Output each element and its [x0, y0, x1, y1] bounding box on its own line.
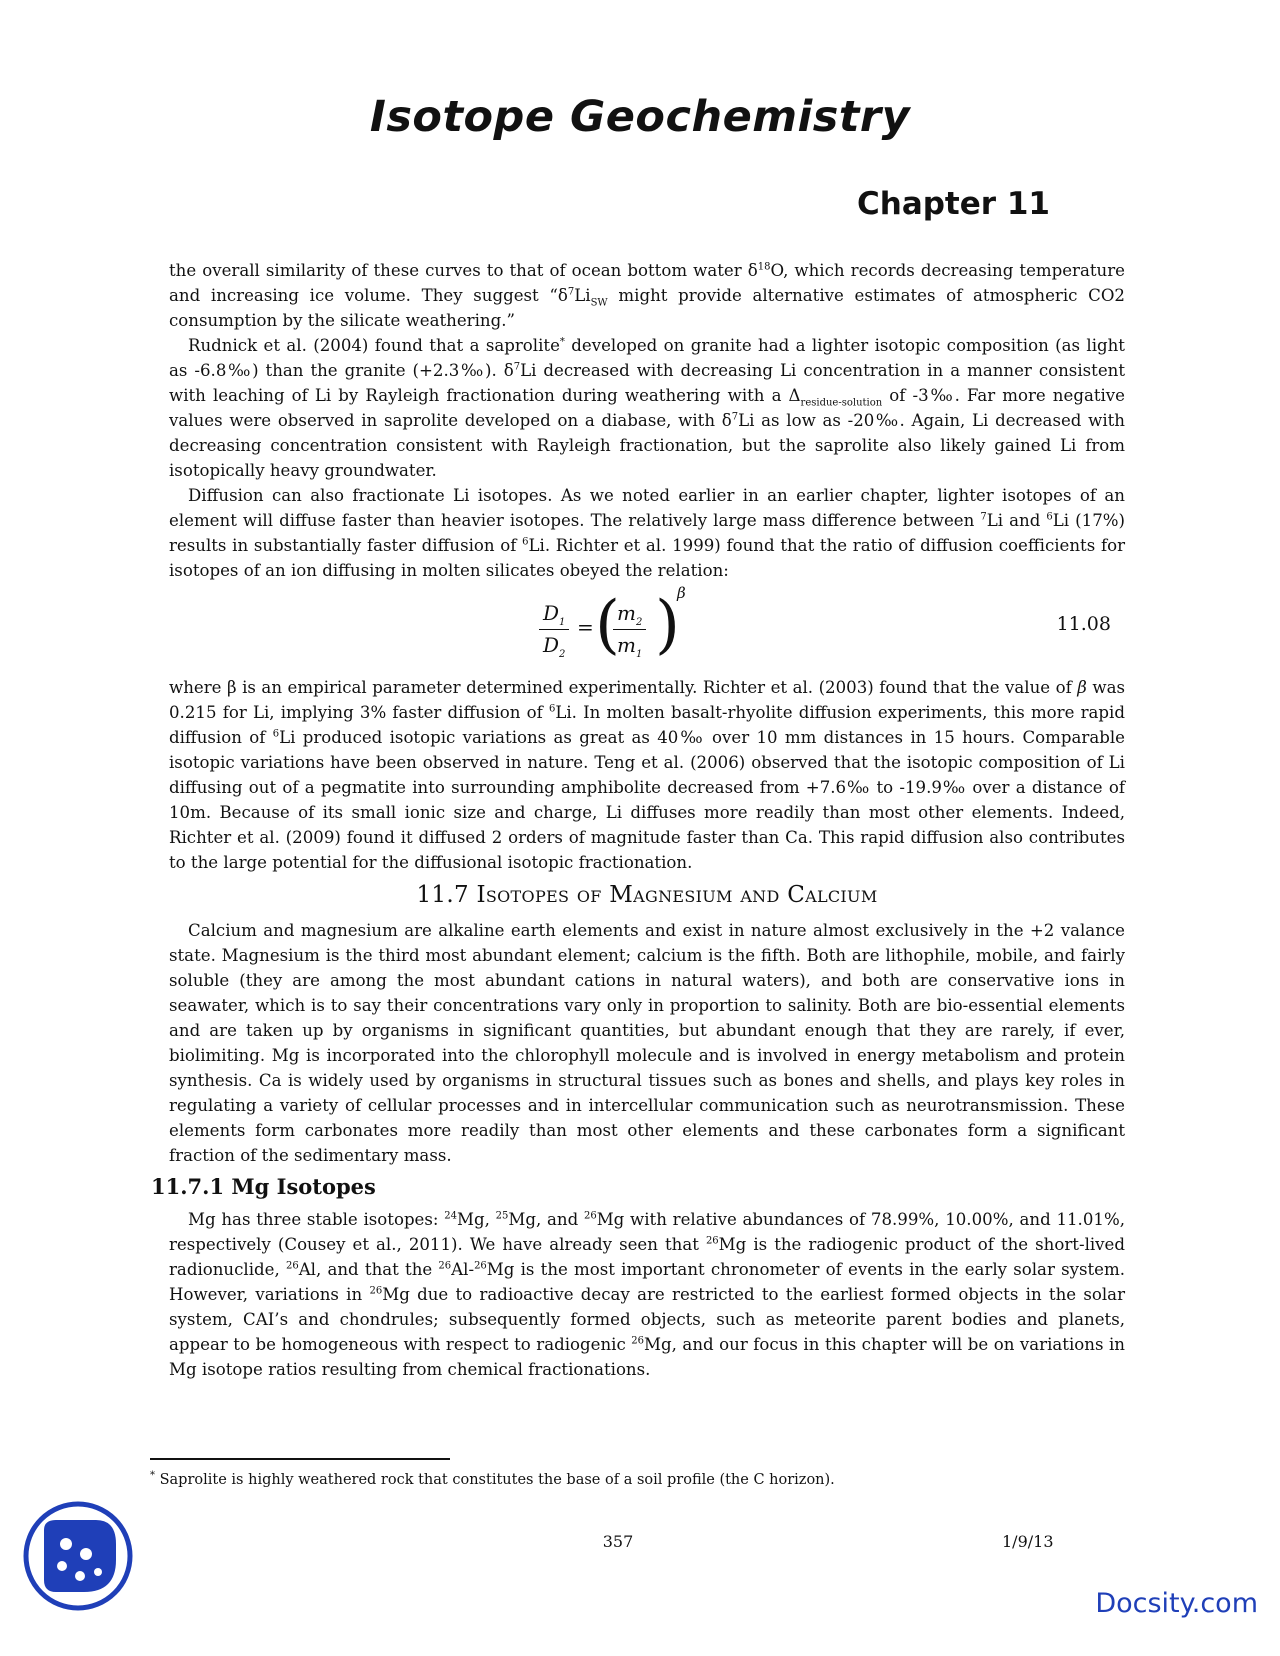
paragraph-5: Calcium and magnesium are alkaline earth elements and exist in nature almost exclusively in the +2 valance state. Magnesium is the third most abundant element; calcium is the fifth. Both are lithophile, mobile, and fairly soluble (they are among the most abundant cations in natural waters), and both are conservative ions in seawater, which is to say their concentrations vary only in proportion to salinity. Both are bio-essential elements and are taken up by organisms in significant quantities, but abundant enough that they are rarely, if ever, biolimiting. Mg is incorporated into the chlorophyll molecule and is involved in energy metabolism and protein synthesis. Ca is widely used by organisms in structural tissues such as bones and shells, and plays key roles in regulating a variety of cellular processes and in intercellular communication such as neurotransmission. These elements form carbonates more readily than most other elements and these carbonates form a significant fraction of the sedimentary mass. — [169, 921, 1125, 1165]
right-paren: ) — [655, 588, 680, 662]
page-number: 357 — [602, 1532, 634, 1551]
docsity-logo-icon[interactable] — [22, 1500, 134, 1612]
paragraph-2: Rudnick et al. (2004) found that a saprolite* developed on granite had a lighter isotopic composition (as light as -6.8‰) than the granite (+2.3‰). $\delta^7Li$ decreased with decreasing Li concentration in a manner consistent with leaching of Li by Rayleigh fractionation during weathering with a $\Delta_{residue-solution}$ of -3‰. Far more negative values were observed in saprolite developed on a diabase, with $\delta^7Li$ as low as -20‰. Again, Li decreased with decreasing concentration consistent with Rayleigh fractionation, but the saprolite also likely gained Li from isotopically heavy groundwater. — [169, 336, 1126, 480]
paragraph-4: where β is an empirical parameter determined experimentally. Richter et al. (2003) found that the value of β was 0.215 for Li, implying 3% faster diffusion of $^6$Li. In molten basalt-rhyolite diffusion experiments, this more rapid diffusion of $^6$Li produced isotopic variations as great as 40‰ over 10 mm distances in 15 hours. Comparable isotopic variations have been observed in nature. Teng et al. (2006) observed that the isotopic composition of Li diffusing out of a pegmatite into surrounding amphibolite decreased from +7.6‰ to -19.9‰ over a distance of 10m. Because of its small ionic size and charge, Li diffuses more readily than most other elements. Indeed, Richter et al. (2009) found it diffused 2 orders of magnitude faster than Ca. This rapid diffusion also contributes to the large potential for the diffusional isotopic fractionation. — [169, 678, 1126, 872]
equation-number: 11.08 — [1056, 613, 1111, 635]
equals-sign: = — [577, 615, 594, 639]
book-title: Isotope Geochemistry — [369, 92, 911, 142]
footnote-divider — [150, 1458, 450, 1460]
chapter-label: Chapter 11 — [857, 186, 1050, 222]
paragraph-3: Diffusion can also fractionate Li isotopes. As we noted earlier in an earlier chapter, lighter isotopes of an element will diffuse faster than heavier isotopes. The relatively large mass difference between $^7$Li and $^6$Li (17%) results in substantially faster diffusion of $^6$Li. Richter et al. 1999) found that the ratio of diffusion coefficients for isotopes of an ion diffusing in molten silicates obeyed the relation: — [169, 486, 1126, 580]
exponent-beta: β — [677, 584, 686, 602]
equation-11-08 — [169, 584, 1125, 671]
left-paren: ( — [595, 588, 620, 662]
body-text — [151, 258, 1126, 1382]
fraction-d1-d2: $D_1$ $D_2$ — [539, 601, 569, 658]
subsection-heading: 11.7.1 Mg Isotopes — [151, 1174, 376, 1199]
docsity-brand-link[interactable]: Docsity.com — [1095, 1588, 1258, 1619]
footnote: * Saprolite is highly weathered rock that constitutes the base of a soil profile (the C horizon). — [150, 1470, 835, 1488]
page-date: 1/9/13 — [1002, 1532, 1054, 1551]
fraction-m2-m1: $m_2$ $m_1$ — [613, 601, 646, 658]
section-heading: 11.7 Isotopes of Magnesium and Calcium — [416, 882, 878, 908]
footnote-ref[interactable]: * — [559, 336, 565, 348]
paragraph-1: the overall similarity of these curves to that of ocean bottom water $\delta^{18}O$, which records decreasing temperature and increasing ice volume. They suggest “$\delta^7Li_{SW}$ might provide alternative estimates of atmospheric CO2 consumption by the silicate weathering.” — [169, 261, 1125, 330]
paragraph-6: Mg has three stable isotopes: $^{24}$Mg, $^{25}$Mg, and $^{26}$Mg with relative abundances of 78.99%, 10.00%, and 11.01%, respectively (Cousey et al., 2011). We have already seen that $^{26}$Mg is the radiogenic product of the short-lived radionuclide, $^{26}$Al, and that the $^{26}$Al-$^{26}$Mg is the most important chronometer of events in the early solar system. However, variations in $^{26}$Mg due to radioactive decay are restricted to the earliest formed objects in the solar system, CAI’s and chondrules; subsequently formed objects, such as meteorite parent bodies and planets, appear to be homogeneous with respect to radiogenic $^{26}$Mg, and our focus in this chapter will be on variations in Mg isotope ratios resulting from chemical fractionations. — [169, 1210, 1126, 1379]
